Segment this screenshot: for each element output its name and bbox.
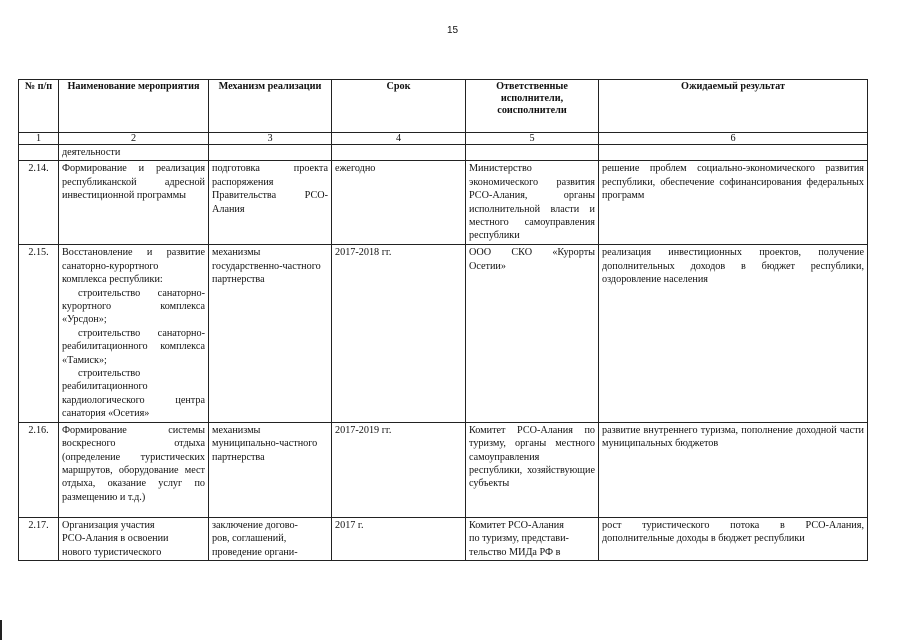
- row-result: решение проблем социально-экономического развития республики, обеспечение софинансирования федеральных программ: [599, 161, 868, 245]
- row-responsible-line: тельство МИДа РФ в: [469, 546, 561, 558]
- header-term: Срок: [332, 80, 466, 133]
- continuation-text: деятельности: [59, 145, 209, 161]
- header-name: Наименование мероприятия: [59, 80, 209, 133]
- row-mechanism: механизмы государственно-частного партнерства: [209, 245, 332, 422]
- row-mechanism-line: заключение догово-: [212, 519, 298, 531]
- header-mechanism: Механизм реализации: [209, 80, 332, 133]
- row-term: ежегодно: [332, 161, 466, 245]
- measures-table: [18, 79, 868, 561]
- row-name-line: нового туристического: [62, 546, 162, 558]
- row-term: 2017 г.: [332, 517, 466, 560]
- row-result: развитие внутреннего туризма, пополнение доходной части муниципальных бюджетов: [599, 422, 868, 517]
- column-number: 2: [59, 133, 209, 145]
- header-responsible: Ответственные исполнители, соисполнители: [466, 80, 599, 133]
- row-name-item: строительство санаторно-реабилитационного комплекса «Тамиск»;: [62, 327, 205, 366]
- row-number: 2.16.: [19, 422, 59, 517]
- row-result: рост туристического потока в РСО-Алания, дополнительные доходы в бюджет республики: [599, 517, 868, 560]
- row-mechanism-line: ров, соглашений,: [212, 533, 287, 545]
- row-mechanism: подготовка проекта распоряжения Правительства РСО-Алания: [209, 161, 332, 245]
- table-row: [19, 161, 868, 245]
- row-name-intro: Восстановление и развитие санаторно-курортного комплекса республики:: [62, 247, 205, 286]
- header-result: Ожидаемый результат: [599, 80, 868, 133]
- row-responsible: ООО СКО «Курорты Осетии»: [466, 245, 599, 422]
- column-number: 6: [599, 133, 868, 145]
- row-term: 2017-2018 гг.: [332, 245, 466, 422]
- row-number: 2.17.: [19, 517, 59, 560]
- table-row: [19, 245, 868, 422]
- row-name-item: строительство санаторно-курортного комплекса «Урсдон»;: [62, 287, 205, 326]
- row-mechanism: [209, 517, 332, 560]
- row-name-line: РСО-Алания в освоении: [62, 533, 169, 545]
- page-number: 15: [446, 25, 459, 36]
- column-number: 1: [19, 133, 59, 145]
- table-row: [19, 517, 868, 560]
- column-numbers-row: [19, 133, 868, 145]
- row-number: 2.15.: [19, 245, 59, 422]
- row-name-item: строительство реабилитационного кардиологического центра санатория «Осетия»: [62, 368, 205, 420]
- row-mechanism-line: проведение органи-: [212, 546, 298, 558]
- column-number: 3: [209, 133, 332, 145]
- row-name: [59, 517, 209, 560]
- scan-edge-mark: [0, 620, 2, 640]
- header-number: № п/п: [19, 80, 59, 133]
- row-responsible-line: Комитет РСО-Алания: [469, 519, 564, 531]
- row-term: 2017-2019 гг.: [332, 422, 466, 517]
- row-result: реализация инвестиционных проектов, получение дополнительных доходов в бюджет республики, оздоровление населения: [599, 245, 868, 422]
- table-row: [19, 422, 868, 517]
- row-responsible: Комитет РСО-Алания по туризму, органы местного самоуправления республики, хозяйствующие субъекты: [466, 422, 599, 517]
- column-number: 5: [466, 133, 599, 145]
- continuation-row: [19, 145, 868, 161]
- column-number: 4: [332, 133, 466, 145]
- row-name: Формирование и реализация республиканской адресной инвестиционной программы: [59, 161, 209, 245]
- row-responsible: Министерство экономического развития РСО-Алания, органы исполнительной власти и местного самоуправления республики: [466, 161, 599, 245]
- row-responsible-line: по туризму, представи-: [469, 533, 569, 545]
- row-number: 2.14.: [19, 161, 59, 245]
- row-mechanism: механизмы муниципально-частного партнерства: [209, 422, 332, 517]
- row-name: [59, 245, 209, 422]
- row-responsible: [466, 517, 599, 560]
- header-row: [19, 80, 868, 133]
- row-name: Формирование системы воскресного отдыха (определение туристических маршрутов, оборудование мест отдыха, оказание услуг по размещению и т.д.): [59, 422, 209, 517]
- row-name-line: Организация участия: [62, 519, 155, 531]
